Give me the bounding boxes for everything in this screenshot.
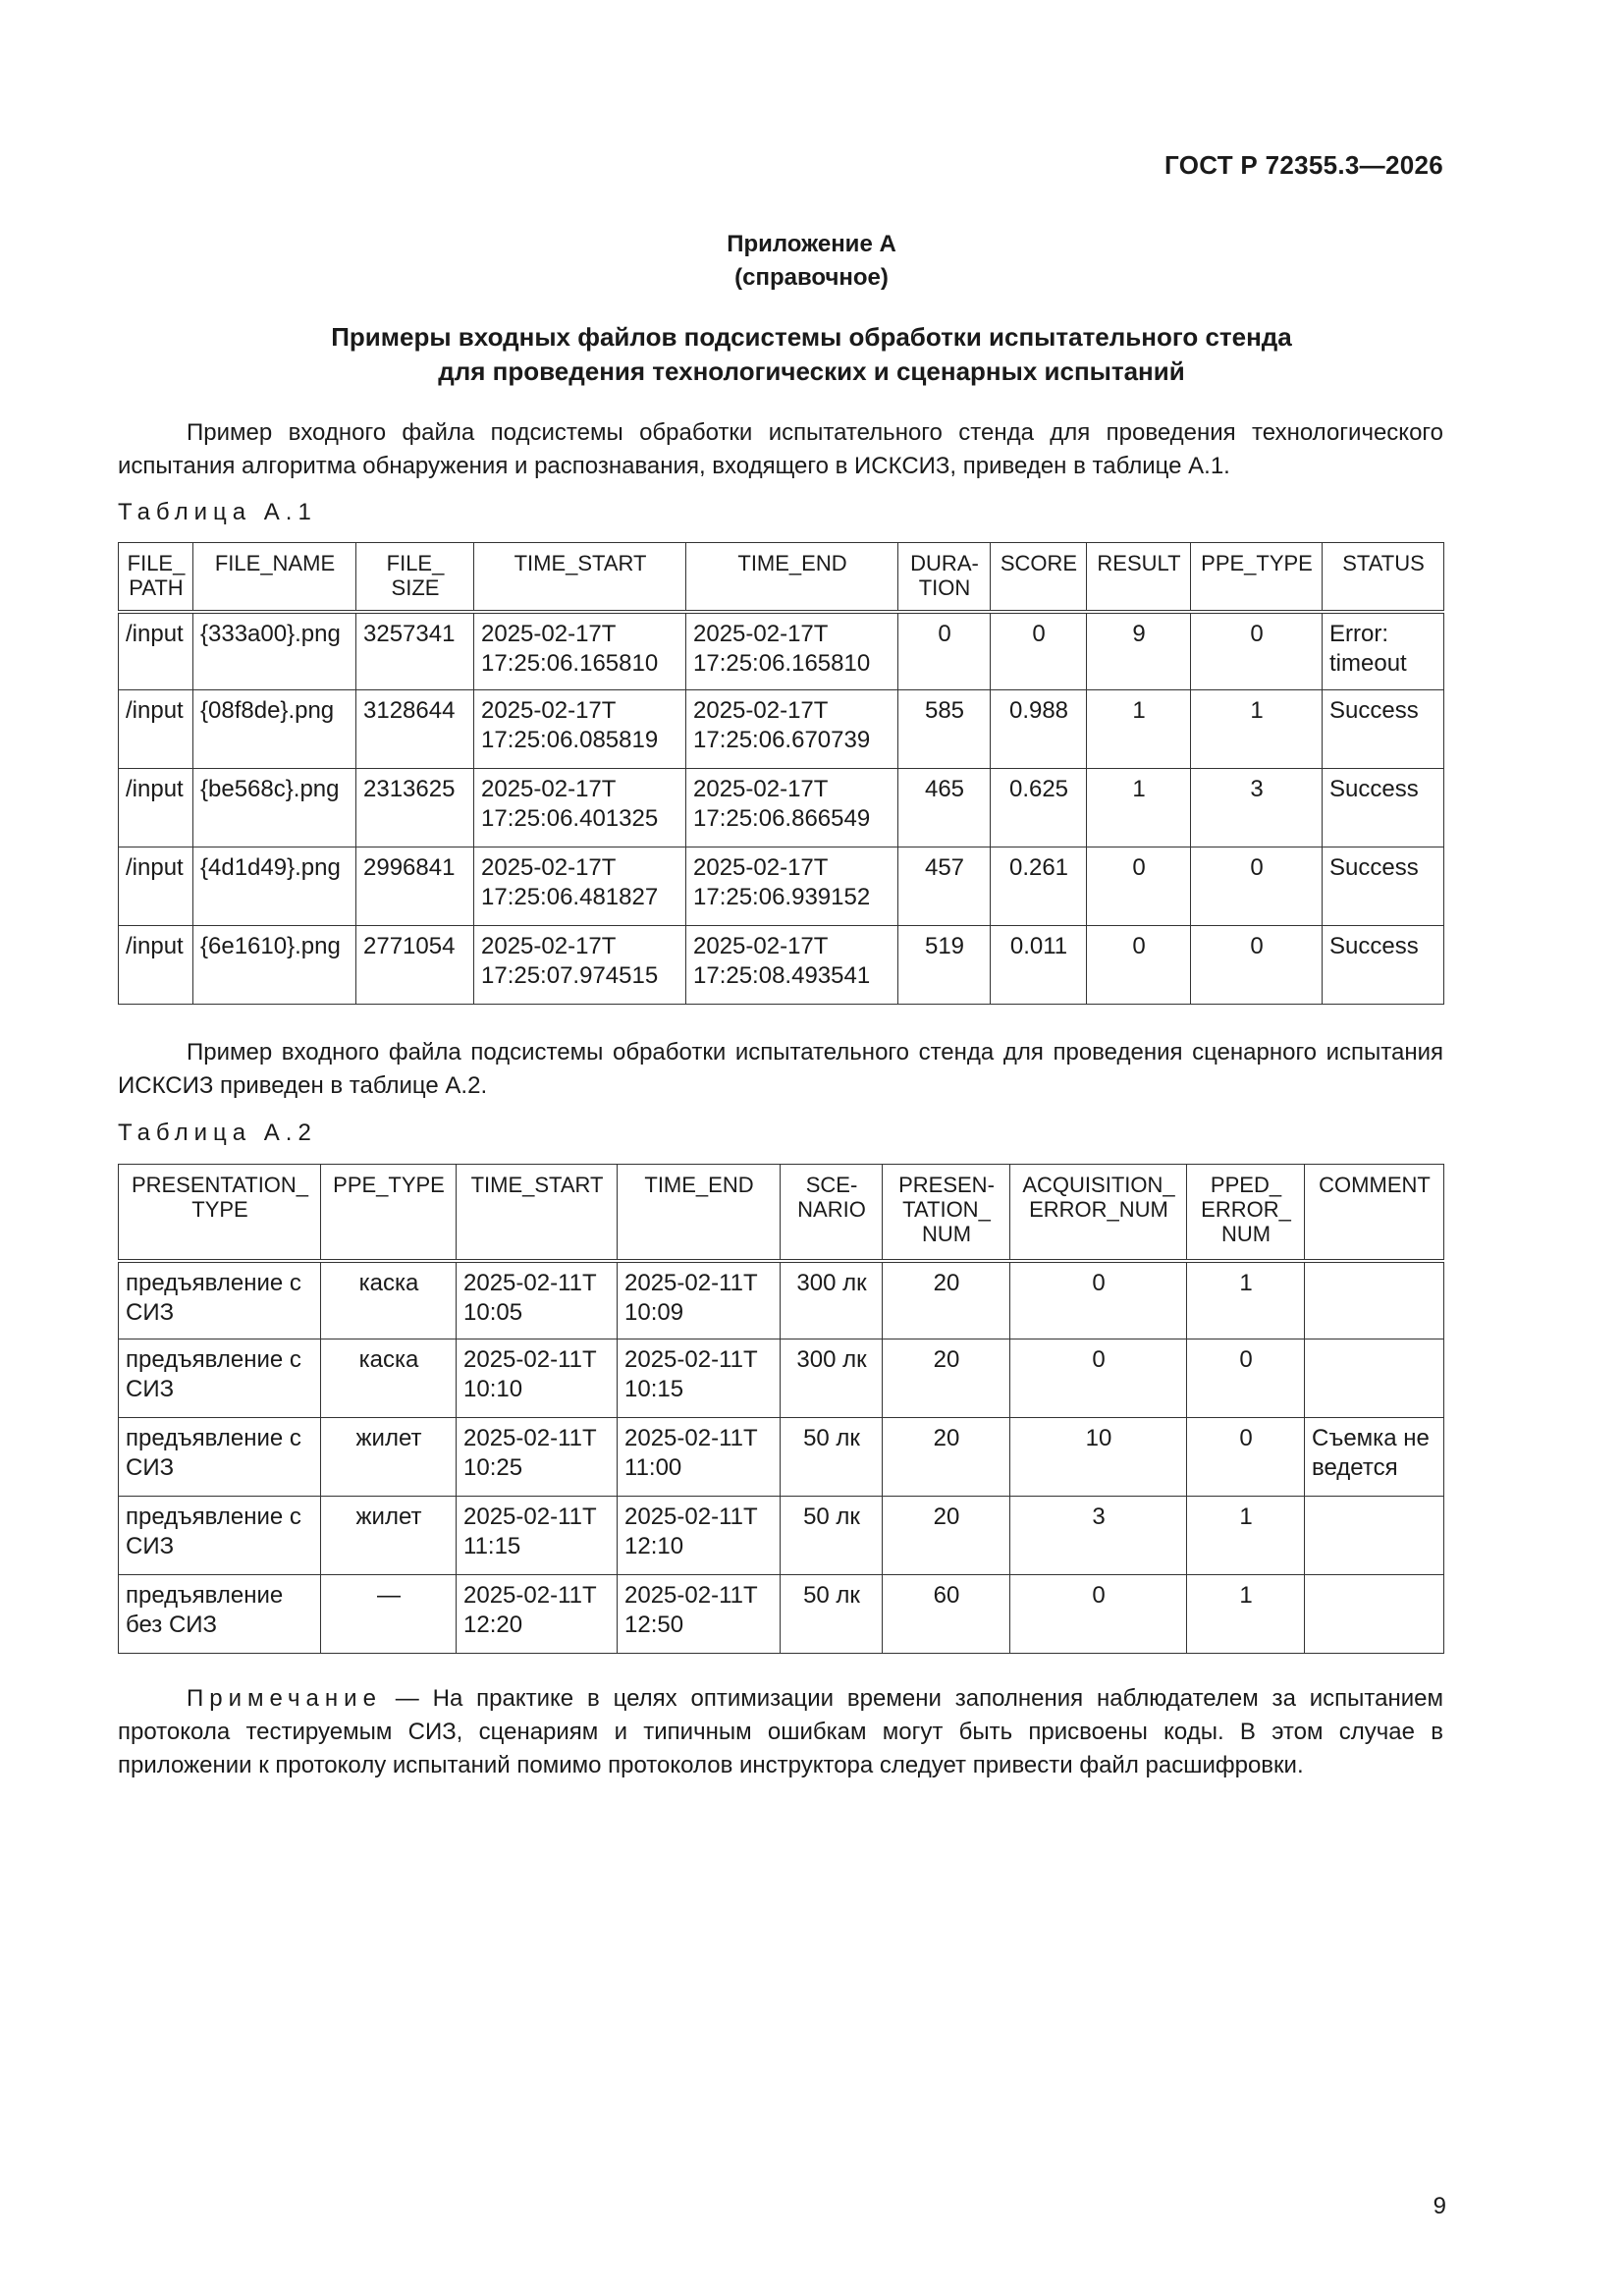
table-cell: 2025-02-17T 17:25:07.974515 xyxy=(474,926,686,1005)
intro-paragraph-table-1: Пример входного файла подсистемы обработки испытательного стенда для проведения технологического испытания алгоритма обнаружения и распознавания, входящего в ИСКСИЗ, приведен в таблице А.1. xyxy=(118,419,1443,479)
table-cell: 2025-02-17T 17:25:06.670739 xyxy=(686,690,898,769)
table-cell: /input xyxy=(119,847,193,926)
table2-header-cell: TIME_START xyxy=(457,1165,618,1261)
appendix-heading-line-1: Примеры входных файлов подсистемы обработки испытательного стенда xyxy=(331,322,1292,352)
table-cell: 1 xyxy=(1187,1261,1305,1339)
table2-header-cell: PPED_ ERROR_ NUM xyxy=(1187,1165,1305,1261)
page-number: 9 xyxy=(1433,2193,1446,2219)
table-cell: 2025-02-11T 10:05 xyxy=(457,1261,618,1339)
standard-code: ГОСТ Р 72355.3—2026 xyxy=(1164,150,1443,180)
table2-header-cell: COMMENT xyxy=(1305,1165,1444,1261)
intro-paragraph-table-2: Пример входного файла подсистемы обработки испытательного стенда для проведения сценарного испытания ИСКСИЗ приведен в таблице А.2. xyxy=(118,1039,1443,1099)
table-cell xyxy=(1305,1497,1444,1575)
table-cell: 2025-02-11T 10:25 xyxy=(457,1418,618,1497)
table-cell: Success xyxy=(1323,769,1444,847)
table-cell: 0.625 xyxy=(991,769,1087,847)
table-cell: 3257341 xyxy=(356,612,474,690)
table-row xyxy=(119,1418,1444,1497)
table-cell: жилет xyxy=(321,1418,457,1497)
table1-header-cell: DURA- TION xyxy=(898,543,991,612)
table-cell: 2025-02-17T 17:25:06.481827 xyxy=(474,847,686,926)
table-row xyxy=(119,769,1444,847)
table-row xyxy=(119,847,1444,926)
table-cell: 2025-02-11T 12:10 xyxy=(618,1497,781,1575)
table-cell: 1 xyxy=(1187,1497,1305,1575)
table-cell: 20 xyxy=(883,1339,1010,1418)
appendix-heading xyxy=(0,320,1623,389)
table-cell: 2025-02-17T 17:25:06.085819 xyxy=(474,690,686,769)
table-cell: Error: timeout xyxy=(1323,612,1444,690)
table-cell: 0 xyxy=(1010,1339,1187,1418)
table-cell: 60 xyxy=(883,1575,1010,1654)
table1-header-cell: FILE_NAME xyxy=(193,543,356,612)
table-cell: предъявление с СИЗ xyxy=(119,1261,321,1339)
table2-header-cell: ACQUISITION_ ERROR_NUM xyxy=(1010,1165,1187,1261)
table1-header-cell: FILE_ SIZE xyxy=(356,543,474,612)
table-cell xyxy=(1305,1339,1444,1418)
note-text: — На практике в целях оптимизации времени заполнения наблюдателем за испытанием протокола тестируемым СИЗ, сценариям и типичным ошибкам могут быть присвоены коды. В этом случае в приложении к протоколу испытаний помимо протоколов инструктора следует привести файл расшифровки. xyxy=(118,1685,1443,1778)
table-cell: предъявление с СИЗ xyxy=(119,1418,321,1497)
table-1-header-row xyxy=(119,543,1444,612)
table-cell: Success xyxy=(1323,847,1444,926)
table-cell: 0.988 xyxy=(991,690,1087,769)
table-cell: 3 xyxy=(1010,1497,1187,1575)
table-cell: 0 xyxy=(1191,926,1323,1005)
table-2 xyxy=(118,1164,1444,1654)
table-cell: 1 xyxy=(1087,690,1191,769)
table-row xyxy=(119,1497,1444,1575)
table-cell: 3128644 xyxy=(356,690,474,769)
table-row xyxy=(119,926,1444,1005)
table-row xyxy=(119,1339,1444,1418)
table-cell: 0 xyxy=(1010,1261,1187,1339)
table-cell: 2025-02-11T 11:15 xyxy=(457,1497,618,1575)
table2-header-cell: PRESENTATION_ TYPE xyxy=(119,1165,321,1261)
table-cell: 50 лк xyxy=(781,1497,883,1575)
table-cell: 300 лк xyxy=(781,1261,883,1339)
table-cell: 1 xyxy=(1191,690,1323,769)
table-cell: 50 лк xyxy=(781,1575,883,1654)
table-cell: 2025-02-17T 17:25:06.939152 xyxy=(686,847,898,926)
table-2-caption: Таблица А.2 xyxy=(118,1120,317,1146)
table-cell: 2025-02-11T 10:09 xyxy=(618,1261,781,1339)
table-cell: 2025-02-17T 17:25:06.165810 xyxy=(686,612,898,690)
table-cell: 2025-02-17T 17:25:06.866549 xyxy=(686,769,898,847)
table-cell: предъявление без СИЗ xyxy=(119,1575,321,1654)
table2-header-cell: PPE_TYPE xyxy=(321,1165,457,1261)
table-cell: 2025-02-17T 17:25:08.493541 xyxy=(686,926,898,1005)
table-cell: 9 xyxy=(1087,612,1191,690)
table-cell: 300 лк xyxy=(781,1339,883,1418)
table-cell: 585 xyxy=(898,690,991,769)
table-cell: 1 xyxy=(1087,769,1191,847)
table-row xyxy=(119,612,1444,690)
table-cell: 457 xyxy=(898,847,991,926)
table2-header-cell: TIME_END xyxy=(618,1165,781,1261)
table-cell: 0.261 xyxy=(991,847,1087,926)
table-1-caption: Таблица А.1 xyxy=(118,499,317,525)
table1-header-cell: FILE_ PATH xyxy=(119,543,193,612)
table-cell: 2313625 xyxy=(356,769,474,847)
table-cell: 20 xyxy=(883,1497,1010,1575)
appendix-heading-line-2: для проведения технологических и сценарных испытаний xyxy=(438,356,1185,386)
table-cell: 0 xyxy=(1187,1339,1305,1418)
table2-header-cell: SCE- NARIO xyxy=(781,1165,883,1261)
table-cell: 2025-02-11T 11:00 xyxy=(618,1418,781,1497)
table-cell: жилет xyxy=(321,1497,457,1575)
table-cell: предъявление с СИЗ xyxy=(119,1339,321,1418)
table-cell: 0 xyxy=(898,612,991,690)
table-2-header-row xyxy=(119,1165,1444,1261)
table-cell: предъявление с СИЗ xyxy=(119,1497,321,1575)
appendix-title: Приложение А xyxy=(727,231,896,257)
table-cell: 2771054 xyxy=(356,926,474,1005)
table-cell: 2996841 xyxy=(356,847,474,926)
table-cell: 10 xyxy=(1010,1418,1187,1497)
table-cell: 20 xyxy=(883,1261,1010,1339)
table-cell: 0 xyxy=(1191,847,1323,926)
note-paragraph xyxy=(118,1682,1443,1782)
table-cell: Съемка не ведется xyxy=(1305,1418,1444,1497)
table-row xyxy=(119,1575,1444,1654)
table-cell: 2025-02-17T 17:25:06.165810 xyxy=(474,612,686,690)
table-cell: 1 xyxy=(1187,1575,1305,1654)
table-cell: /input xyxy=(119,926,193,1005)
table-cell: /input xyxy=(119,612,193,690)
table-cell: 0 xyxy=(1010,1575,1187,1654)
table-cell: 2025-02-11T 10:10 xyxy=(457,1339,618,1418)
table-cell: 2025-02-11T 12:50 xyxy=(618,1575,781,1654)
table-row xyxy=(119,690,1444,769)
table-cell: 2025-02-11T 12:20 xyxy=(457,1575,618,1654)
table-cell: {be568c}.png xyxy=(193,769,356,847)
table-cell: 465 xyxy=(898,769,991,847)
table2-header-cell: PRESEN- TATION_ NUM xyxy=(883,1165,1010,1261)
table-cell: 3 xyxy=(1191,769,1323,847)
table-row xyxy=(119,1261,1444,1339)
table-cell: 0 xyxy=(991,612,1087,690)
table-1-body xyxy=(119,612,1444,1005)
table-cell: {08f8de}.png xyxy=(193,690,356,769)
table-cell: 0 xyxy=(1087,847,1191,926)
table-cell: 0.011 xyxy=(991,926,1087,1005)
table1-header-cell: RESULT xyxy=(1087,543,1191,612)
table-cell: каска xyxy=(321,1261,457,1339)
table-cell: {4d1d49}.png xyxy=(193,847,356,926)
table-cell: 20 xyxy=(883,1418,1010,1497)
table-cell: 519 xyxy=(898,926,991,1005)
table1-header-cell: STATUS xyxy=(1323,543,1444,612)
table-cell: 2025-02-17T 17:25:06.401325 xyxy=(474,769,686,847)
table1-header-cell: PPE_TYPE xyxy=(1191,543,1323,612)
table-cell xyxy=(1305,1261,1444,1339)
table-cell: Success xyxy=(1323,690,1444,769)
table1-header-cell: TIME_END xyxy=(686,543,898,612)
appendix-subtitle: (справочное) xyxy=(734,264,889,291)
appendix-title-block xyxy=(0,228,1623,295)
table-cell xyxy=(1305,1575,1444,1654)
table-cell: /input xyxy=(119,690,193,769)
table-cell: 2025-02-11T 10:15 xyxy=(618,1339,781,1418)
table-cell: 0 xyxy=(1187,1418,1305,1497)
table-cell: {333a00}.png xyxy=(193,612,356,690)
table-cell: /input xyxy=(119,769,193,847)
table-cell: каска xyxy=(321,1339,457,1418)
table-cell: 0 xyxy=(1087,926,1191,1005)
table-2-body xyxy=(119,1261,1444,1654)
table1-header-cell: SCORE xyxy=(991,543,1087,612)
table-cell: — xyxy=(321,1575,457,1654)
table-cell: {6e1610}.png xyxy=(193,926,356,1005)
table-cell: 0 xyxy=(1191,612,1323,690)
table1-header-cell: TIME_START xyxy=(474,543,686,612)
table-1 xyxy=(118,542,1444,1005)
table-cell: 50 лк xyxy=(781,1418,883,1497)
table-cell: Success xyxy=(1323,926,1444,1005)
note-lead: Примечание xyxy=(187,1685,382,1712)
